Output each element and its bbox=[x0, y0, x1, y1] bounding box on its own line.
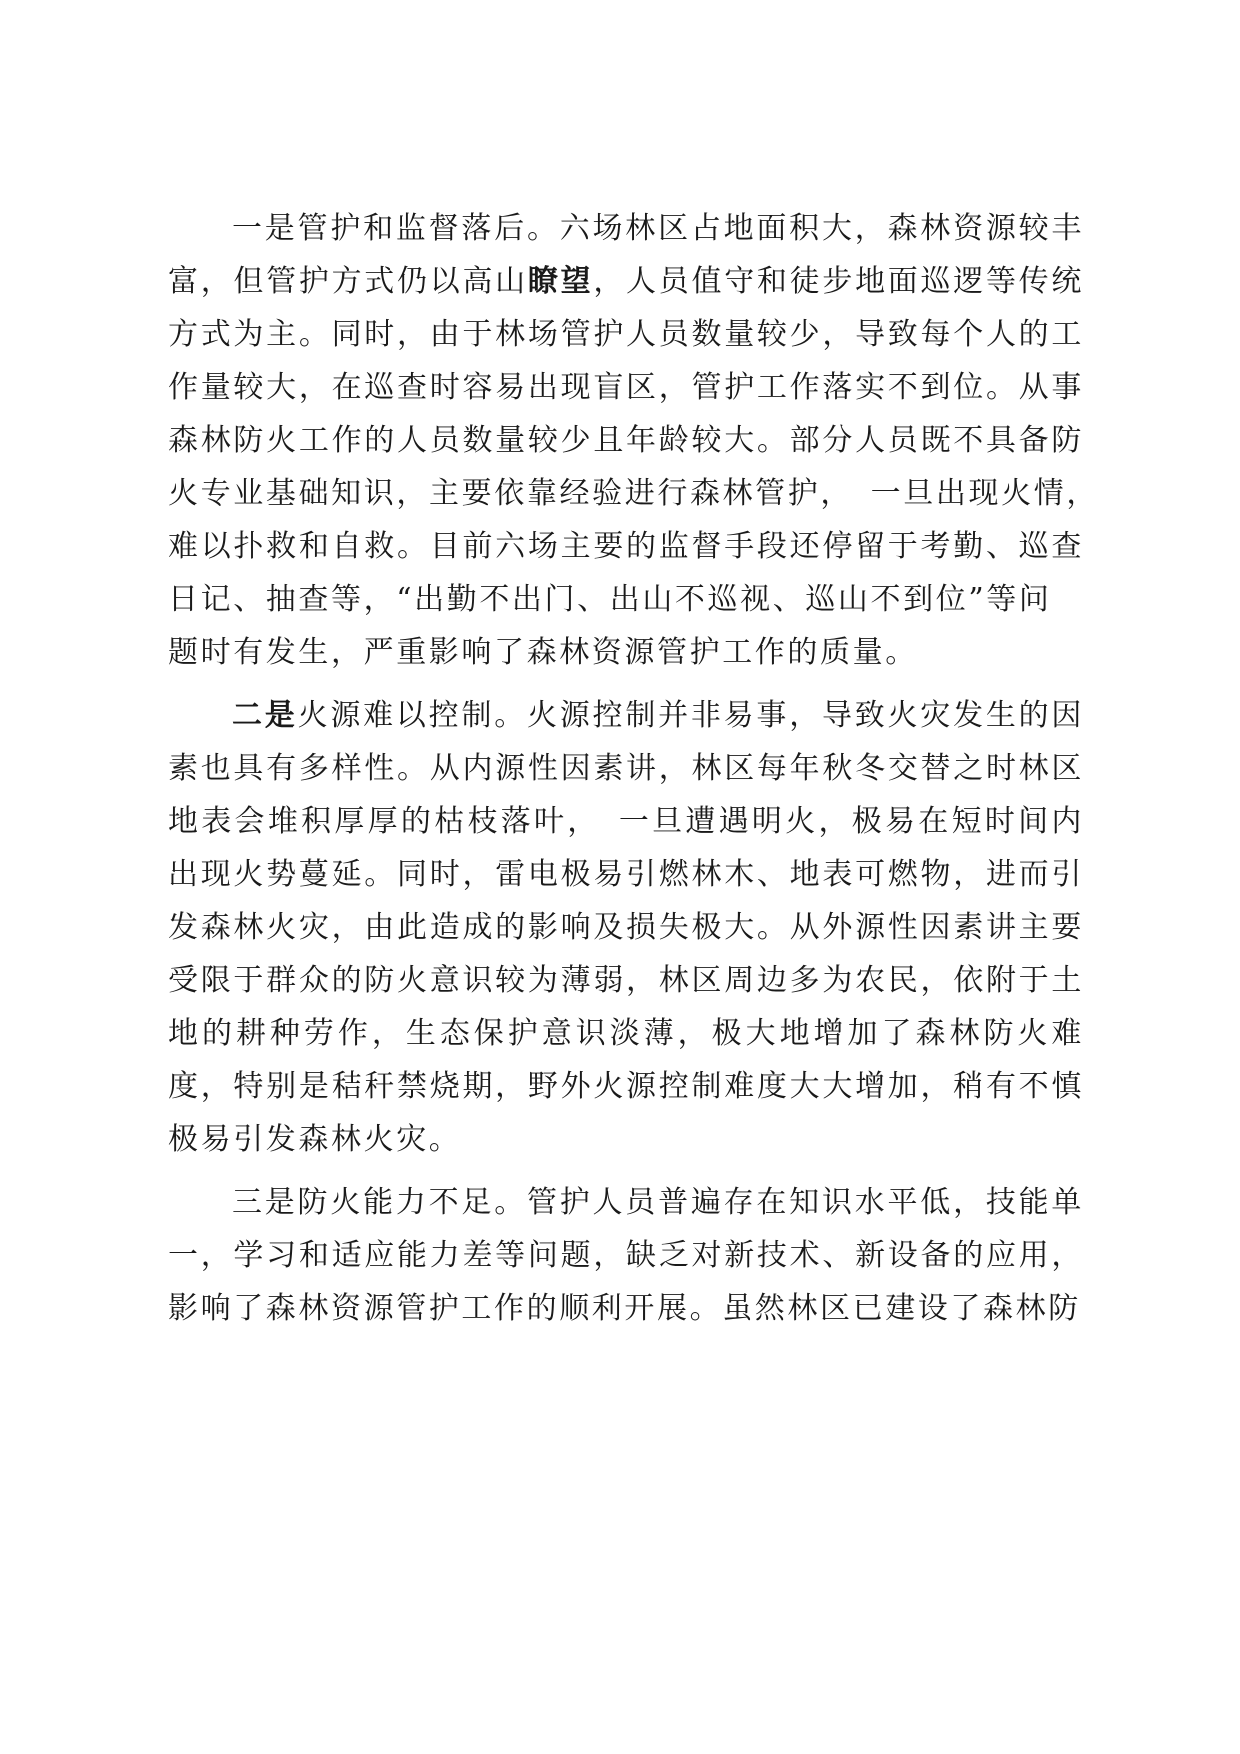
paragraph-1 bbox=[168, 202, 1117, 626]
paragraph-2-text: 火源难以控制。火源控制并非易事，导致火灾发生的因素也具有多样性。从内源性因素讲，林区每年秋冬交替之时林区地表会堆积厚厚的枯枝落叶， 一旦遭遇明火，极易在短时间内出现火势蔓延。同时，雷电极易引燃林木、地表可燃物，进而引发森林火灾，由此造成的影响及损失极大。从外源性因素讲主要受限于群众的防火意识较为薄弱，林区周边多为农民，依附于土地的耕种劳作，生态保护意识淡薄，极大地增加了森林防火难度，特别是秸秆禁烧期，野外火源控制难度大大增加，稍有不慎极易引发森林火灾。 bbox=[168, 698, 1085, 1157]
paragraph-2-bold-lead: 二是 bbox=[232, 698, 298, 733]
paragraph-2 bbox=[168, 689, 1084, 1166]
paragraph-1-bold-term: 瞭望 bbox=[527, 264, 594, 299]
paragraph-3: 三是防火能力不足。管护人员普遍存在知识水平低，技能单一，学习和适应能力差等问题，缺乏对新技术、新设备的应用，影响了森林资源管护工作的顺利开展。虽然林区已建设了森林防 bbox=[168, 1185, 1084, 1326]
document-body bbox=[168, 202, 1117, 1335]
paragraph-1-part2: ，人员值守和徒步地面巡逻等传统方式为主。同时，由于林场管护人员数量较少，导致每个人的工作量较大，在巡查时容易出现盲区，管护工作落实不到位。从事森林防火工作的人员数量较少且年龄较大。部分人员既不具备防火专业基础知识，主要依靠经验进行森林管护， 一旦出现火情， 难以扑救和自救。目前六场主要的监督手段还停留于考勤、巡查 日记、抽查等，“出勤不出门、出山不巡视、巡山不到位”等问 bbox=[168, 264, 1117, 617]
paragraph-1-part1: 一是管护和监督落后。六场林区占地面积大，森林资源较丰富，但管护方式仍以高山 bbox=[168, 211, 1084, 299]
paragraph-1-tail: 题时有发生，严重影响了森林资源管护工作的质量。 bbox=[168, 635, 918, 670]
